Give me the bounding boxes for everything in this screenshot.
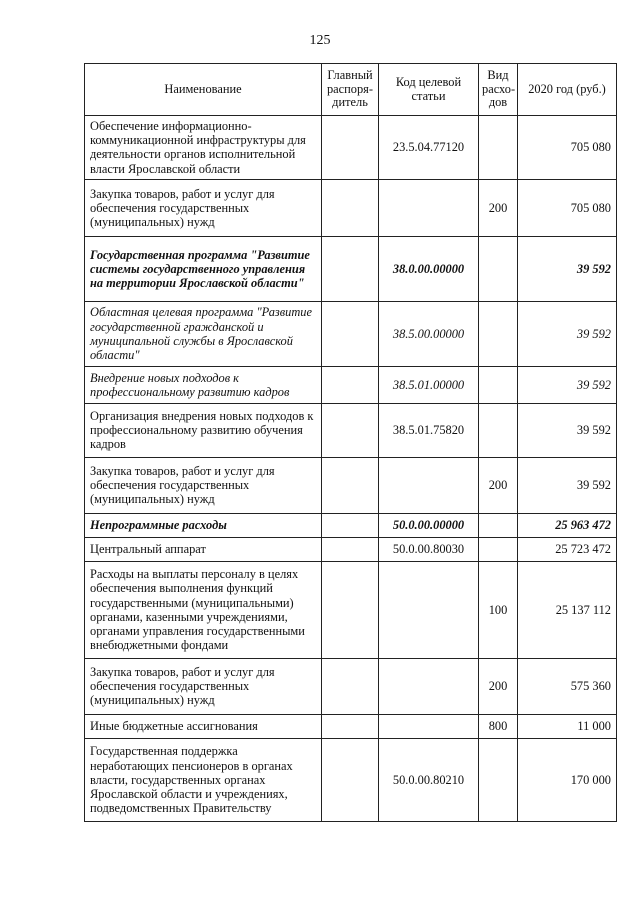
row-manager: [322, 301, 379, 366]
row-code: [379, 658, 479, 714]
table-row: [85, 366, 617, 403]
table-row: [85, 513, 617, 537]
row-code: 50.0.00.80210: [379, 738, 479, 821]
row-manager: [322, 179, 379, 236]
table-row: [85, 236, 617, 301]
row-name: Внедрение новых подходов к профессиональному развитию кадров: [85, 366, 322, 403]
row-amount: 11 000: [518, 714, 617, 738]
row-code: 50.0.00.80030: [379, 537, 479, 561]
row-code: 38.5.01.75820: [379, 403, 479, 457]
row-kind: [479, 366, 518, 403]
row-code: [379, 561, 479, 658]
row-name: Закупка товаров, работ и услуг для обеспечения государственных (муниципальных) нужд: [85, 457, 322, 513]
row-name: Центральный аппарат: [85, 537, 322, 561]
row-name: Закупка товаров, работ и услуг для обеспечения государственных (муниципальных) нужд: [85, 179, 322, 236]
row-amount: 39 592: [518, 301, 617, 366]
header-expense-type: Вид расхо-дов: [479, 64, 518, 116]
row-kind: 100: [479, 561, 518, 658]
row-code: 23.5.04.77120: [379, 116, 479, 180]
row-manager: [322, 457, 379, 513]
row-kind: 800: [479, 714, 518, 738]
row-manager: [322, 403, 379, 457]
row-kind: 200: [479, 457, 518, 513]
row-kind: [479, 301, 518, 366]
row-name: Областная целевая программа "Развитие государственной гражданской и муниципальной службы в Ярославской области": [85, 301, 322, 366]
header-chief-manager: Главный распоря-дитель: [322, 64, 379, 116]
table-row: [85, 537, 617, 561]
row-manager: [322, 714, 379, 738]
row-kind: [479, 236, 518, 301]
budget-table: [84, 63, 617, 822]
table-row: [85, 561, 617, 658]
row-kind: 200: [479, 179, 518, 236]
row-amount: 705 080: [518, 179, 617, 236]
row-code: 38.5.00.00000: [379, 301, 479, 366]
table-header-row: [85, 64, 617, 116]
row-code: [379, 457, 479, 513]
row-kind: [479, 513, 518, 537]
table-row: [85, 179, 617, 236]
row-name: Организация внедрения новых подходов к профессиональному развитию обучения кадров: [85, 403, 322, 457]
page-number: 125: [309, 33, 331, 48]
row-kind: [479, 537, 518, 561]
row-name: Иные бюджетные ассигнования: [85, 714, 322, 738]
row-code: 50.0.00.00000: [379, 513, 479, 537]
row-name: Расходы на выплаты персоналу в целях обеспечения выполнения функций государственными (муниципальными) органами, казенными учреждениями, органами управления государственными внебюджетными фондами: [85, 561, 322, 658]
row-kind: [479, 403, 518, 457]
row-manager: [322, 561, 379, 658]
row-manager: [322, 116, 379, 180]
row-code: 38.0.00.00000: [379, 236, 479, 301]
row-manager: [322, 366, 379, 403]
row-amount: 705 080: [518, 116, 617, 180]
row-amount: 25 963 472: [518, 513, 617, 537]
row-code: [379, 179, 479, 236]
table-row: [85, 403, 617, 457]
table-row: [85, 116, 617, 180]
header-amount: 2020 год (руб.): [518, 64, 617, 116]
row-name: Государственная программа "Развитие системы государственного управления на территории Ярославской области": [85, 236, 322, 301]
table-row: [85, 658, 617, 714]
table-row: [85, 457, 617, 513]
row-kind: [479, 738, 518, 821]
row-name: Закупка товаров, работ и услуг для обеспечения государственных (муниципальных) нужд: [85, 658, 322, 714]
row-amount: 25 723 472: [518, 537, 617, 561]
row-kind: 200: [479, 658, 518, 714]
row-name: Государственная поддержка неработающих пенсионеров в органах власти, государственных органах Ярославской области и учреждениях, подведомственных Правительству: [85, 738, 322, 821]
row-name: Обеспечение информационно-коммуникационной инфраструктуры для деятельности органов исполнительной власти Ярославской области: [85, 116, 322, 180]
table-row: [85, 301, 617, 366]
row-name: Непрограммные расходы: [85, 513, 322, 537]
row-amount: 39 592: [518, 403, 617, 457]
row-manager: [322, 236, 379, 301]
row-code: 38.5.01.00000: [379, 366, 479, 403]
row-amount: 39 592: [518, 236, 617, 301]
row-kind: [479, 116, 518, 180]
row-manager: [322, 537, 379, 561]
row-amount: 170 000: [518, 738, 617, 821]
row-code: [379, 714, 479, 738]
table-row: [85, 738, 617, 821]
header-target-code: Код целевой статьи: [379, 64, 479, 116]
row-manager: [322, 738, 379, 821]
row-manager: [322, 658, 379, 714]
row-amount: 575 360: [518, 658, 617, 714]
row-amount: 25 137 112: [518, 561, 617, 658]
row-amount: 39 592: [518, 366, 617, 403]
table-row: [85, 714, 617, 738]
header-name: Наименование: [85, 64, 322, 116]
row-manager: [322, 513, 379, 537]
row-amount: 39 592: [518, 457, 617, 513]
